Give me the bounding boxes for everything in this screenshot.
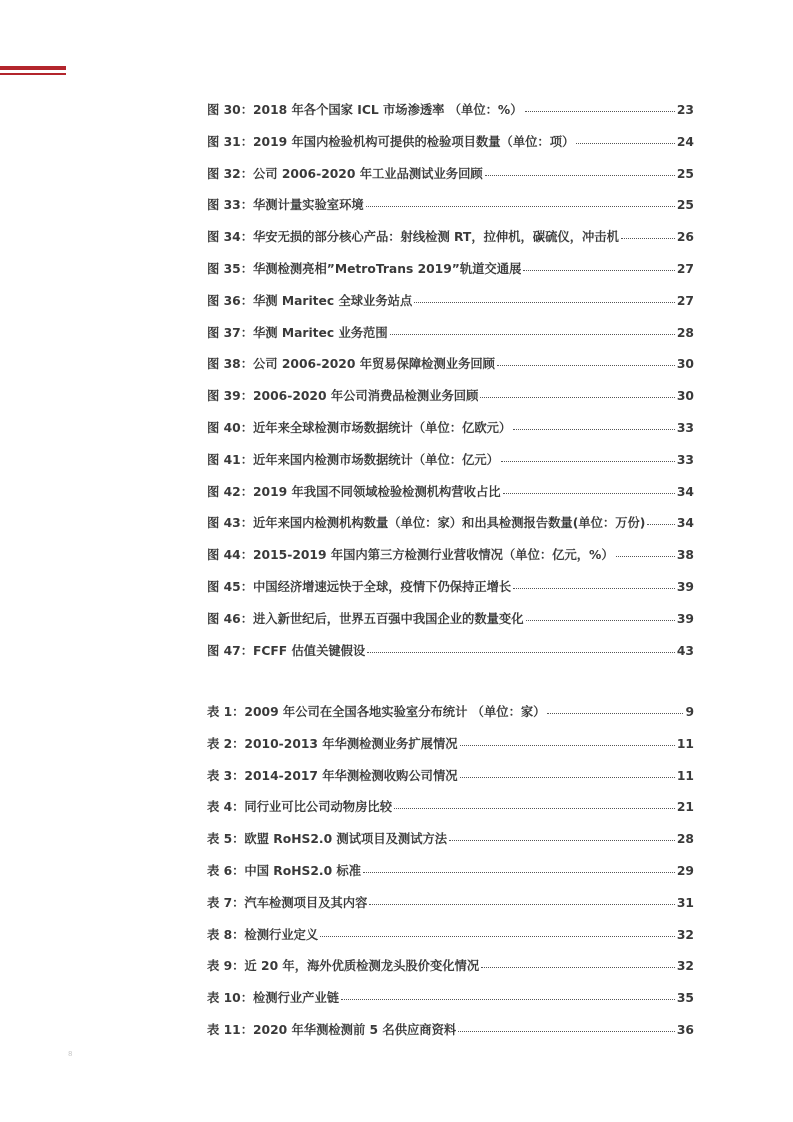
dot-leader bbox=[341, 998, 675, 1000]
entry-page-number: 11 bbox=[676, 736, 694, 751]
page-number-mark: 8 bbox=[68, 1050, 73, 1058]
dot-leader bbox=[525, 110, 675, 112]
entry-page-number: 29 bbox=[676, 863, 694, 878]
dot-leader bbox=[513, 428, 675, 430]
dot-leader bbox=[363, 871, 675, 873]
dot-leader bbox=[485, 174, 675, 176]
dot-leader bbox=[394, 807, 675, 809]
dot-leader bbox=[523, 269, 675, 271]
dot-leader bbox=[503, 492, 675, 494]
table-entry[interactable] bbox=[207, 734, 694, 766]
entry-title: 表 8：检测行业定义 bbox=[207, 927, 319, 942]
figure-entry[interactable] bbox=[207, 195, 694, 227]
entry-title: 图 40：近年来全球检测市场数据统计（单位：亿欧元） bbox=[207, 420, 512, 435]
figure-entry[interactable] bbox=[207, 577, 694, 609]
figure-entry[interactable] bbox=[207, 545, 694, 577]
table-entry[interactable] bbox=[207, 988, 694, 1020]
dot-leader bbox=[621, 237, 675, 239]
dot-leader bbox=[460, 776, 675, 778]
table-entry[interactable] bbox=[207, 925, 694, 957]
entry-title: 表 4：同行业可比公司动物房比较 bbox=[207, 800, 392, 815]
entry-page-number: 24 bbox=[676, 134, 694, 149]
entry-page-number: 32 bbox=[676, 959, 694, 974]
figure-entry[interactable] bbox=[207, 132, 694, 164]
dot-leader bbox=[501, 460, 675, 462]
entry-page-number: 30 bbox=[676, 357, 694, 372]
entry-title: 图 38：公司 2006-2020 年贸易保障检测业务回顾 bbox=[207, 357, 495, 372]
figure-entry[interactable] bbox=[207, 482, 694, 514]
figure-entry[interactable] bbox=[207, 609, 694, 641]
entry-title: 表 10：检测行业产业链 bbox=[207, 991, 340, 1006]
entry-page-number: 32 bbox=[676, 927, 694, 942]
dot-leader bbox=[576, 142, 675, 144]
entry-title: 图 39：2006-2020 年公司消费品检测业务回顾 bbox=[207, 389, 479, 404]
figure-entry[interactable] bbox=[207, 513, 694, 545]
figure-entry[interactable] bbox=[207, 291, 694, 323]
figure-entry[interactable] bbox=[207, 418, 694, 450]
entry-page-number: 34 bbox=[676, 516, 694, 531]
dot-leader bbox=[547, 712, 683, 714]
figure-entry[interactable] bbox=[207, 164, 694, 196]
dot-leader bbox=[390, 333, 675, 335]
dot-leader bbox=[367, 651, 675, 653]
entry-title: 图 36：华测 Maritec 全球业务站点 bbox=[207, 293, 413, 308]
entry-page-number: 27 bbox=[676, 261, 694, 276]
entry-title: 图 42：2019 年我国不同领域检验检测机构营收占比 bbox=[207, 484, 501, 499]
figure-list bbox=[207, 100, 694, 672]
figure-entry[interactable] bbox=[207, 386, 694, 418]
header-accent-rule bbox=[0, 73, 66, 75]
entry-title: 表 9：近 20 年，海外优质检测龙头股价变化情况 bbox=[207, 959, 480, 974]
entry-title: 表 1：2009 年公司在全国各地实验室分布统计 （单位：家） bbox=[207, 705, 546, 719]
entry-page-number: 11 bbox=[676, 768, 694, 783]
entry-page-number: 21 bbox=[676, 800, 694, 815]
entry-title: 图 33：华测计量实验室环境 bbox=[207, 198, 364, 213]
table-entry[interactable] bbox=[207, 956, 694, 988]
entry-page-number: 27 bbox=[676, 293, 694, 308]
table-entry[interactable] bbox=[207, 861, 694, 893]
entry-title: 表 5：欧盟 RoHS2.0 测试项目及测试方法 bbox=[207, 832, 448, 847]
figure-entry[interactable] bbox=[207, 323, 694, 355]
entry-page-number: 26 bbox=[676, 230, 694, 245]
entry-page-number: 25 bbox=[676, 198, 694, 213]
entry-title: 图 35：华测检测亮相”MetroTrans 2019”轨道交通展 bbox=[207, 261, 522, 276]
table-entry[interactable] bbox=[207, 1020, 694, 1052]
figure-entry[interactable] bbox=[207, 641, 694, 673]
dot-leader bbox=[449, 839, 675, 841]
entry-title: 表 7：汽车检测项目及其内容 bbox=[207, 895, 368, 910]
entry-title: 图 30：2018 年各个国家 ICL 市场渗透率 （单位：%） bbox=[207, 103, 523, 117]
header-accent-bar bbox=[0, 66, 66, 70]
figure-entry[interactable] bbox=[207, 354, 694, 386]
entry-title: 图 34：华安无损的部分核心产品：射线检测 RT，拉伸机，碳硫仪，冲击机 bbox=[207, 230, 619, 245]
table-entry[interactable] bbox=[207, 893, 694, 925]
dot-leader bbox=[460, 744, 675, 746]
entry-title: 图 43：近年来国内检测机构数量（单位：家）和出具检测报告数量(单位：万份) bbox=[207, 516, 646, 531]
figure-entry[interactable] bbox=[207, 259, 694, 291]
entry-title: 表 3：2014-2017 年华测检测收购公司情况 bbox=[207, 768, 458, 783]
entry-page-number: 34 bbox=[676, 484, 694, 499]
entry-page-number: 28 bbox=[676, 325, 694, 340]
dot-leader bbox=[366, 205, 675, 207]
entry-page-number: 25 bbox=[676, 166, 694, 181]
entry-title: 图 41：近年来国内检测市场数据统计（单位：亿元） bbox=[207, 452, 499, 467]
entry-page-number: 23 bbox=[676, 103, 694, 117]
dot-leader bbox=[497, 364, 675, 366]
entry-title: 表 11：2020 年华测检测前 5 名供应商资料 bbox=[207, 1022, 457, 1037]
dot-leader bbox=[320, 935, 675, 937]
entry-page-number: 36 bbox=[676, 1022, 694, 1037]
dot-leader bbox=[513, 587, 675, 589]
table-entry[interactable] bbox=[207, 797, 694, 829]
entry-page-number: 30 bbox=[676, 389, 694, 404]
dot-leader bbox=[369, 903, 674, 905]
figure-entry[interactable] bbox=[207, 450, 694, 482]
entry-page-number: 33 bbox=[676, 420, 694, 435]
entry-page-number: 31 bbox=[676, 895, 694, 910]
entry-page-number: 39 bbox=[676, 611, 694, 626]
entry-title: 图 47：FCFF 估值关键假设 bbox=[207, 643, 366, 658]
dot-leader bbox=[480, 396, 674, 398]
entry-page-number: 43 bbox=[676, 643, 694, 658]
entry-title: 图 32：公司 2006-2020 年工业品测试业务回顾 bbox=[207, 166, 483, 181]
entry-page-number: 35 bbox=[676, 991, 694, 1006]
entry-title: 表 2：2010-2013 年华测检测业务扩展情况 bbox=[207, 736, 458, 751]
entry-title: 表 6：中国 RoHS2.0 标准 bbox=[207, 863, 362, 878]
entry-page-number: 33 bbox=[676, 452, 694, 467]
entry-page-number: 28 bbox=[676, 832, 694, 847]
figure-entry[interactable] bbox=[207, 100, 694, 132]
dot-leader bbox=[526, 619, 675, 621]
figure-entry[interactable] bbox=[207, 227, 694, 259]
dot-leader bbox=[481, 966, 675, 968]
entry-title: 图 45：中国经济增速远快于全球，疫情下仍保持正增长 bbox=[207, 579, 512, 594]
entry-title: 图 46：进入新世纪后，世界五百强中我国企业的数量变化 bbox=[207, 611, 524, 626]
entry-title: 图 37：华测 Maritec 业务范围 bbox=[207, 325, 388, 340]
dot-leader bbox=[616, 555, 675, 557]
dot-leader bbox=[458, 1030, 675, 1032]
dot-leader bbox=[414, 301, 675, 303]
table-entry[interactable] bbox=[207, 702, 694, 734]
table-list bbox=[207, 702, 694, 1052]
entry-page-number: 9 bbox=[685, 705, 694, 719]
dot-leader bbox=[647, 523, 674, 525]
entry-title: 图 31：2019 年国内检验机构可提供的检验项目数量（单位：项） bbox=[207, 134, 575, 149]
entry-title: 图 44：2015-2019 年国内第三方检测行业营收情况（单位：亿元，%） bbox=[207, 548, 614, 563]
table-entry[interactable] bbox=[207, 829, 694, 861]
entry-page-number: 38 bbox=[676, 548, 694, 563]
table-entry[interactable] bbox=[207, 766, 694, 798]
entry-page-number: 39 bbox=[676, 579, 694, 594]
